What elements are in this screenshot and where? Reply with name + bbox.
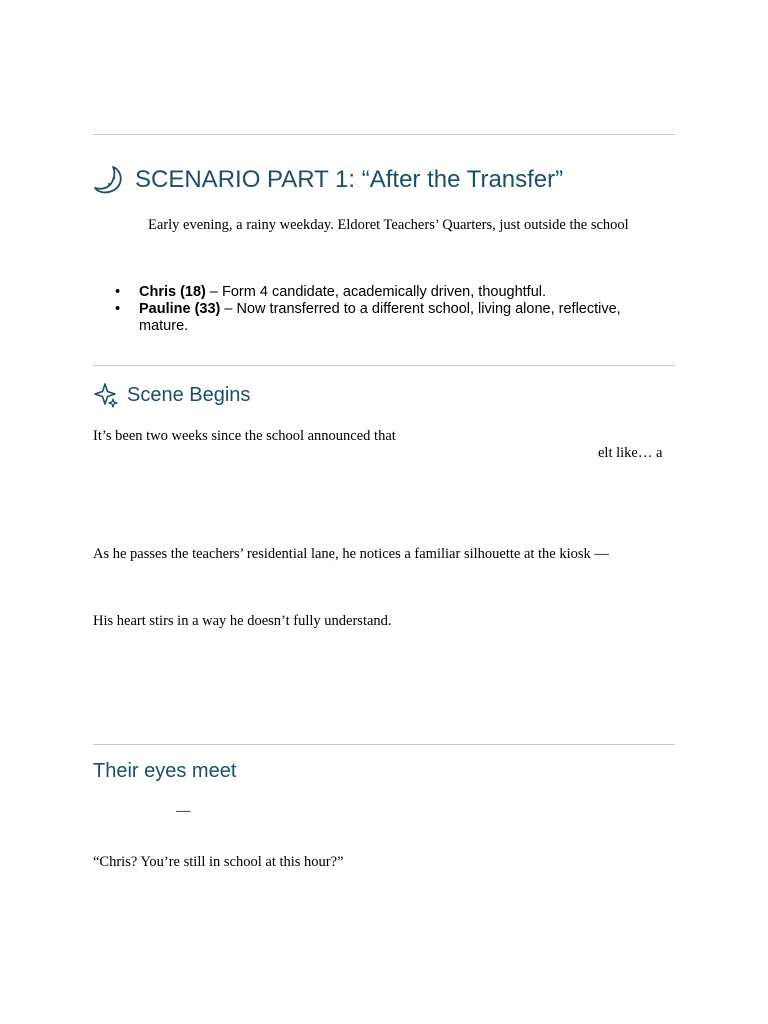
character-description: – Form 4 candidate, academically driven, thoughtful.: [205, 284, 547, 300]
character-name: Chris (18): [139, 284, 206, 300]
list-item: [113, 284, 673, 301]
paragraph-line: His heart stirs in a way he doesn’t fully understand.: [93, 613, 392, 629]
paragraph-line: elt like… a: [598, 445, 663, 461]
dialogue-line: “Chris? You’re still in school at this hour?”: [93, 854, 344, 870]
eyes-meet-heading: [93, 760, 236, 783]
paragraph-line: It’s been two weeks since the school announced that: [93, 428, 396, 444]
paragraph-line: As he passes the teachers’ residential lane, he notices a familiar silhouette at the kiosk —: [93, 546, 609, 562]
character-list: [113, 284, 673, 335]
sparkle-icon: [93, 382, 119, 408]
crescent-moon-icon: [93, 164, 127, 196]
scene-heading: [93, 382, 250, 408]
list-item: [113, 301, 673, 335]
em-dash: —: [176, 803, 191, 819]
middle-divider: [93, 365, 675, 366]
bottom-divider: [93, 744, 675, 745]
character-description: – Now transferred to a different school, living alone, reflective, mature.: [139, 301, 621, 334]
setting-line: Early evening, a rainy weekday. Eldoret Teachers’ Quarters, just outside the school: [148, 217, 629, 233]
scene-title: Scene Begins: [127, 383, 251, 406]
scenario-heading: [93, 164, 563, 196]
bullet: •: [115, 301, 121, 317]
eyes-meet-title: Their eyes meet: [93, 760, 237, 782]
bullet: •: [115, 284, 121, 300]
top-divider: [93, 134, 675, 135]
character-name: Pauline (33): [139, 301, 221, 317]
scenario-title: SCENARIO PART 1: “After the Transfer”: [135, 166, 564, 193]
